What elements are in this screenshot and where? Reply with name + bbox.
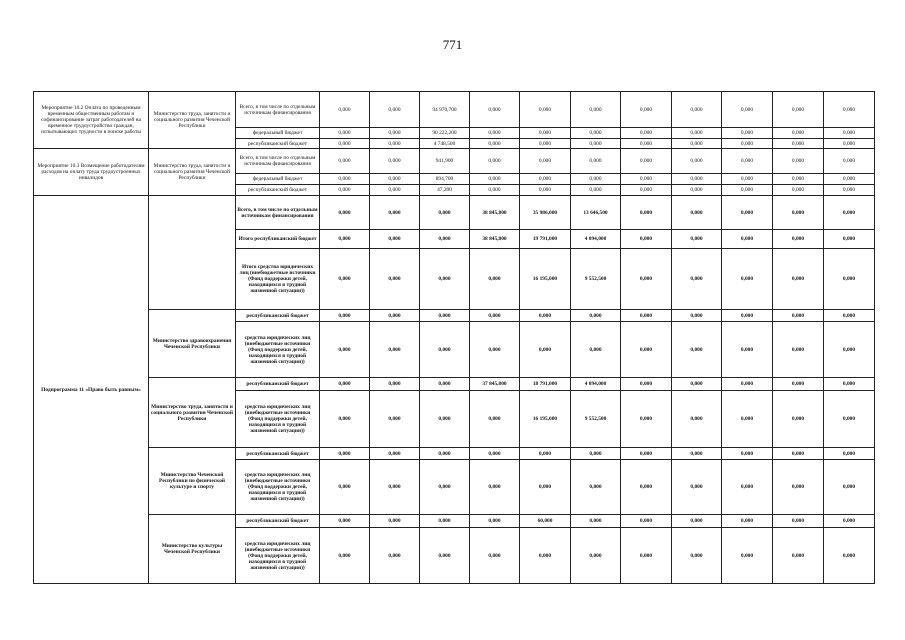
executor-cell: Министерство Чеченской Республики по физической культуре и спорту: [149, 448, 236, 515]
value-cell: 0,000: [320, 249, 370, 310]
value-cell: 0,000: [370, 448, 420, 460]
value-cell: 0,000: [773, 391, 824, 448]
value-cell: 0,000: [824, 378, 875, 391]
value-cell: 4 094,000: [571, 230, 621, 249]
value-cell: 0,000: [672, 310, 722, 322]
value-cell: 0,000: [722, 322, 773, 378]
value-cell: 0,000: [621, 174, 672, 185]
value-cell: 0,000: [722, 139, 773, 149]
value-cell: 0,000: [370, 515, 420, 528]
value-cell: 0,000: [520, 128, 571, 139]
funding-source-cell: республиканский бюджет: [236, 139, 320, 149]
value-cell: 0,000: [320, 528, 370, 584]
value-cell: 0,000: [621, 515, 672, 528]
value-cell: 0,000: [824, 515, 875, 528]
value-cell: 0,000: [621, 92, 672, 128]
value-cell: 0,000: [824, 310, 875, 322]
value-cell: 0,000: [722, 391, 773, 448]
value-cell: 0,000: [571, 92, 621, 128]
value-cell: 0,000: [773, 128, 824, 139]
value-cell: 0,000: [470, 174, 520, 185]
value-cell: 0,000: [722, 185, 773, 196]
value-cell: 0,000: [824, 196, 875, 230]
value-cell: 0,000: [824, 391, 875, 448]
executor-cell: [149, 196, 236, 310]
value-cell: 0,000: [420, 391, 470, 448]
value-cell: 0,000: [621, 230, 672, 249]
value-cell: 16 195,000: [520, 249, 571, 310]
value-cell: 0,000: [672, 185, 722, 196]
value-cell: 0,000: [773, 528, 824, 584]
value-cell: 0,000: [824, 448, 875, 460]
value-cell: 0,000: [320, 322, 370, 378]
value-cell: 0,000: [420, 249, 470, 310]
value-cell: 9 552,500: [571, 391, 621, 448]
value-cell: 0,000: [320, 378, 370, 391]
value-cell: 0,000: [520, 139, 571, 149]
value-cell: 0,000: [824, 249, 875, 310]
value-cell: 0,000: [672, 460, 722, 515]
value-cell: 0,000: [320, 139, 370, 149]
value-cell: 0,000: [320, 128, 370, 139]
value-cell: 0,000: [420, 515, 470, 528]
value-cell: 0,000: [621, 448, 672, 460]
value-cell: 0,000: [773, 196, 824, 230]
value-cell: 0,000: [320, 174, 370, 185]
value-cell: 0,000: [470, 139, 520, 149]
value-cell: 0,000: [320, 149, 370, 174]
value-cell: 0,000: [571, 174, 621, 185]
value-cell: 0,000: [470, 310, 520, 322]
value-cell: 0,000: [520, 185, 571, 196]
executor-cell: Министерство труда, занятости и социального развития Чеченской Республики: [149, 92, 236, 149]
value-cell: 0,000: [722, 310, 773, 322]
value-cell: 0,000: [722, 230, 773, 249]
budget-table: [33, 91, 875, 584]
value-cell: 0,000: [420, 310, 470, 322]
measure-cell: Подпрограмма 11 «Право быть равным»: [34, 196, 149, 584]
value-cell: 0,000: [773, 149, 824, 174]
value-cell: 0,000: [520, 92, 571, 128]
value-cell: 0,000: [370, 391, 420, 448]
value-cell: 0,000: [370, 139, 420, 149]
value-cell: 0,000: [773, 230, 824, 249]
value-cell: 0,000: [824, 149, 875, 174]
value-cell: 941,900: [420, 149, 470, 174]
value-cell: 0,000: [370, 249, 420, 310]
value-cell: 0,000: [722, 196, 773, 230]
value-cell: 0,000: [672, 249, 722, 310]
table-row: [34, 378, 875, 391]
value-cell: 0,000: [672, 515, 722, 528]
value-cell: 0,000: [320, 185, 370, 196]
value-cell: 0,000: [470, 128, 520, 139]
value-cell: 0,000: [621, 322, 672, 378]
value-cell: 0,000: [470, 322, 520, 378]
table-row: [34, 310, 875, 322]
value-cell: 0,000: [420, 230, 470, 249]
table-row: [34, 92, 875, 128]
table-row: [34, 196, 875, 230]
value-cell: 0,000: [571, 528, 621, 584]
value-cell: 38 845,800: [470, 230, 520, 249]
executor-cell: Министерство культуры Чеченской Республики: [149, 515, 236, 584]
value-cell: 0,000: [824, 528, 875, 584]
value-cell: 0,000: [470, 460, 520, 515]
value-cell: 0,000: [722, 460, 773, 515]
value-cell: 0,000: [520, 322, 571, 378]
value-cell: 0,000: [621, 196, 672, 230]
value-cell: 35 986,000: [520, 196, 571, 230]
value-cell: 0,000: [370, 128, 420, 139]
value-cell: 0,000: [672, 230, 722, 249]
funding-source-cell: средства юридических лиц (внебюджетные источники (Фонд поддержки детей, находящихся в трудной жизненной ситуации)): [236, 528, 320, 584]
value-cell: 0,000: [773, 174, 824, 185]
value-cell: 0,000: [621, 391, 672, 448]
funding-source-cell: Всего, в том числе по отдельным источникам финансирования: [236, 149, 320, 174]
value-cell: 0,000: [672, 378, 722, 391]
value-cell: 0,000: [520, 528, 571, 584]
value-cell: 0,000: [420, 460, 470, 515]
value-cell: 19 791,000: [520, 230, 571, 249]
value-cell: 4 094,000: [571, 378, 621, 391]
value-cell: 0,000: [320, 196, 370, 230]
value-cell: 0,000: [621, 149, 672, 174]
funding-source-cell: средства юридических лиц (внебюджетные источники (Фонд поддержки детей, находящихся в трудной жизненной ситуации)): [236, 391, 320, 448]
value-cell: 0,000: [420, 378, 470, 391]
value-cell: 0,000: [773, 378, 824, 391]
value-cell: 0,000: [520, 448, 571, 460]
value-cell: 0,000: [470, 185, 520, 196]
value-cell: 0,000: [470, 528, 520, 584]
funding-source-cell: республиканский бюджет: [236, 448, 320, 460]
value-cell: 0,000: [621, 185, 672, 196]
value-cell: 0,000: [773, 185, 824, 196]
value-cell: 4 748,500: [420, 139, 470, 149]
executor-cell: Министерство труда, занятости и социального развития Чеченской Республики: [149, 378, 236, 448]
value-cell: 9 552,500: [571, 249, 621, 310]
value-cell: 0,000: [621, 249, 672, 310]
value-cell: 0,000: [824, 322, 875, 378]
value-cell: 0,000: [773, 515, 824, 528]
value-cell: 0,000: [824, 174, 875, 185]
value-cell: 0,000: [722, 128, 773, 139]
value-cell: 0,000: [722, 515, 773, 528]
value-cell: 0,000: [824, 92, 875, 128]
funding-source-cell: республиканский бюджет: [236, 310, 320, 322]
value-cell: 0,000: [773, 310, 824, 322]
value-cell: 0,000: [420, 322, 470, 378]
value-cell: 0,000: [773, 139, 824, 149]
value-cell: 0,000: [320, 230, 370, 249]
value-cell: 0,000: [571, 460, 621, 515]
value-cell: 18 791,000: [520, 378, 571, 391]
executor-cell: Министерство здравоохранения Чеченской Республики: [149, 310, 236, 378]
value-cell: 0,000: [672, 448, 722, 460]
funding-source-cell: Всего, в том числе по отдельным источникам финансирования: [236, 196, 320, 230]
value-cell: 0,000: [320, 310, 370, 322]
value-cell: 0,000: [672, 92, 722, 128]
funding-source-cell: средства юридических лиц (внебюджетные источники (Фонд поддержки детей, находящихся в трудной жизненной ситуации)): [236, 460, 320, 515]
value-cell: 894,700: [420, 174, 470, 185]
value-cell: 0,000: [722, 378, 773, 391]
value-cell: 0,000: [773, 249, 824, 310]
value-cell: 0,000: [571, 515, 621, 528]
value-cell: 0,000: [824, 230, 875, 249]
value-cell: 0,000: [571, 139, 621, 149]
executor-cell: Министерство труда, занятости и социального развития Чеченской Республики: [149, 149, 236, 196]
value-cell: 0,000: [824, 185, 875, 196]
value-cell: 0,000: [420, 448, 470, 460]
value-cell: 0,000: [470, 92, 520, 128]
page-number: 771: [442, 37, 463, 52]
value-cell: 0,000: [722, 149, 773, 174]
value-cell: 0,000: [571, 310, 621, 322]
measure-cell: Мероприятие 10.2 Оплата по проведенным временным общественным работам и софинансирование затрат работодателей на временное трудоустройство граждан, испытывающих трудности в поиске работы: [34, 92, 149, 149]
value-cell: 0,000: [320, 391, 370, 448]
table-row: [34, 515, 875, 528]
value-cell: 0,000: [621, 128, 672, 139]
value-cell: 0,000: [571, 322, 621, 378]
value-cell: 0,000: [672, 174, 722, 185]
funding-source-cell: федеральный бюджет: [236, 128, 320, 139]
value-cell: 0,000: [621, 310, 672, 322]
value-cell: 0,000: [470, 149, 520, 174]
value-cell: 0,000: [672, 322, 722, 378]
value-cell: 0,000: [773, 92, 824, 128]
value-cell: 0,000: [520, 460, 571, 515]
funding-source-cell: средства юридических лиц (внебюджетные источники (Фонд поддержки детей, находящихся в трудной жизненной ситуации)): [236, 322, 320, 378]
value-cell: 0,000: [470, 249, 520, 310]
value-cell: 0,000: [320, 460, 370, 515]
value-cell: 0,000: [420, 196, 470, 230]
value-cell: 0,000: [370, 92, 420, 128]
funding-source-cell: Всего, в том числе по отдельным источникам финансирования: [236, 92, 320, 128]
value-cell: 0,000: [520, 174, 571, 185]
value-cell: 0,000: [621, 460, 672, 515]
value-cell: 0,000: [672, 128, 722, 139]
value-cell: 16 195,000: [520, 391, 571, 448]
value-cell: 0,000: [571, 149, 621, 174]
value-cell: 0,000: [824, 460, 875, 515]
value-cell: 0,000: [520, 310, 571, 322]
value-cell: 0,000: [370, 196, 420, 230]
value-cell: 0,000: [370, 528, 420, 584]
funding-source-cell: Итого республиканский бюджет: [236, 230, 320, 249]
funding-source-cell: республиканский бюджет: [236, 515, 320, 528]
value-cell: 0,000: [370, 322, 420, 378]
value-cell: 0,000: [370, 378, 420, 391]
funding-source-cell: Итого средства юридических лиц (внебюджетные источники (Фонд поддержки детей, находящихся в трудной жизненной ситуации)): [236, 249, 320, 310]
value-cell: 0,000: [621, 139, 672, 149]
value-cell: 0,000: [320, 515, 370, 528]
value-cell: 47,200: [420, 185, 470, 196]
value-cell: 0,000: [571, 448, 621, 460]
value-cell: 0,000: [571, 128, 621, 139]
value-cell: 13 646,500: [571, 196, 621, 230]
value-cell: 0,000: [520, 149, 571, 174]
value-cell: 0,000: [470, 391, 520, 448]
value-cell: 0,000: [621, 528, 672, 584]
value-cell: 0,000: [672, 139, 722, 149]
value-cell: 0,000: [773, 322, 824, 378]
value-cell: 0,000: [824, 128, 875, 139]
value-cell: 0,000: [722, 448, 773, 460]
value-cell: 0,000: [370, 174, 420, 185]
value-cell: 0,000: [722, 249, 773, 310]
value-cell: 0,000: [672, 149, 722, 174]
value-cell: 0,000: [420, 528, 470, 584]
value-cell: 0,000: [370, 149, 420, 174]
value-cell: 0,000: [773, 460, 824, 515]
value-cell: 60,000: [520, 515, 571, 528]
funding-source-cell: республиканский бюджет: [236, 185, 320, 196]
funding-source-cell: республиканский бюджет: [236, 378, 320, 391]
value-cell: 0,000: [672, 528, 722, 584]
value-cell: 0,000: [722, 174, 773, 185]
value-cell: 0,000: [571, 185, 621, 196]
value-cell: 0,000: [722, 528, 773, 584]
value-cell: 0,000: [370, 185, 420, 196]
value-cell: 94 970,700: [420, 92, 470, 128]
value-cell: 0,000: [672, 196, 722, 230]
value-cell: 37 845,800: [470, 378, 520, 391]
value-cell: 0,000: [320, 92, 370, 128]
measure-cell: Мероприятие 10.3 Возмещение работодателям расходов на оплату труда трудоустроенных инвалидов: [34, 149, 149, 196]
value-cell: 0,000: [470, 448, 520, 460]
value-cell: 0,000: [370, 460, 420, 515]
value-cell: 0,000: [470, 515, 520, 528]
value-cell: 0,000: [773, 448, 824, 460]
funding-source-cell: федеральный бюджет: [236, 174, 320, 185]
value-cell: 0,000: [824, 139, 875, 149]
table-row: [34, 149, 875, 174]
value-cell: 0,000: [370, 230, 420, 249]
value-cell: 0,000: [320, 448, 370, 460]
value-cell: 0,000: [672, 391, 722, 448]
value-cell: 0,000: [370, 310, 420, 322]
value-cell: 90 222,200: [420, 128, 470, 139]
table-row: [34, 448, 875, 460]
value-cell: 0,000: [722, 92, 773, 128]
value-cell: 0,000: [621, 378, 672, 391]
table-body: [34, 92, 875, 584]
value-cell: 38 845,800: [470, 196, 520, 230]
